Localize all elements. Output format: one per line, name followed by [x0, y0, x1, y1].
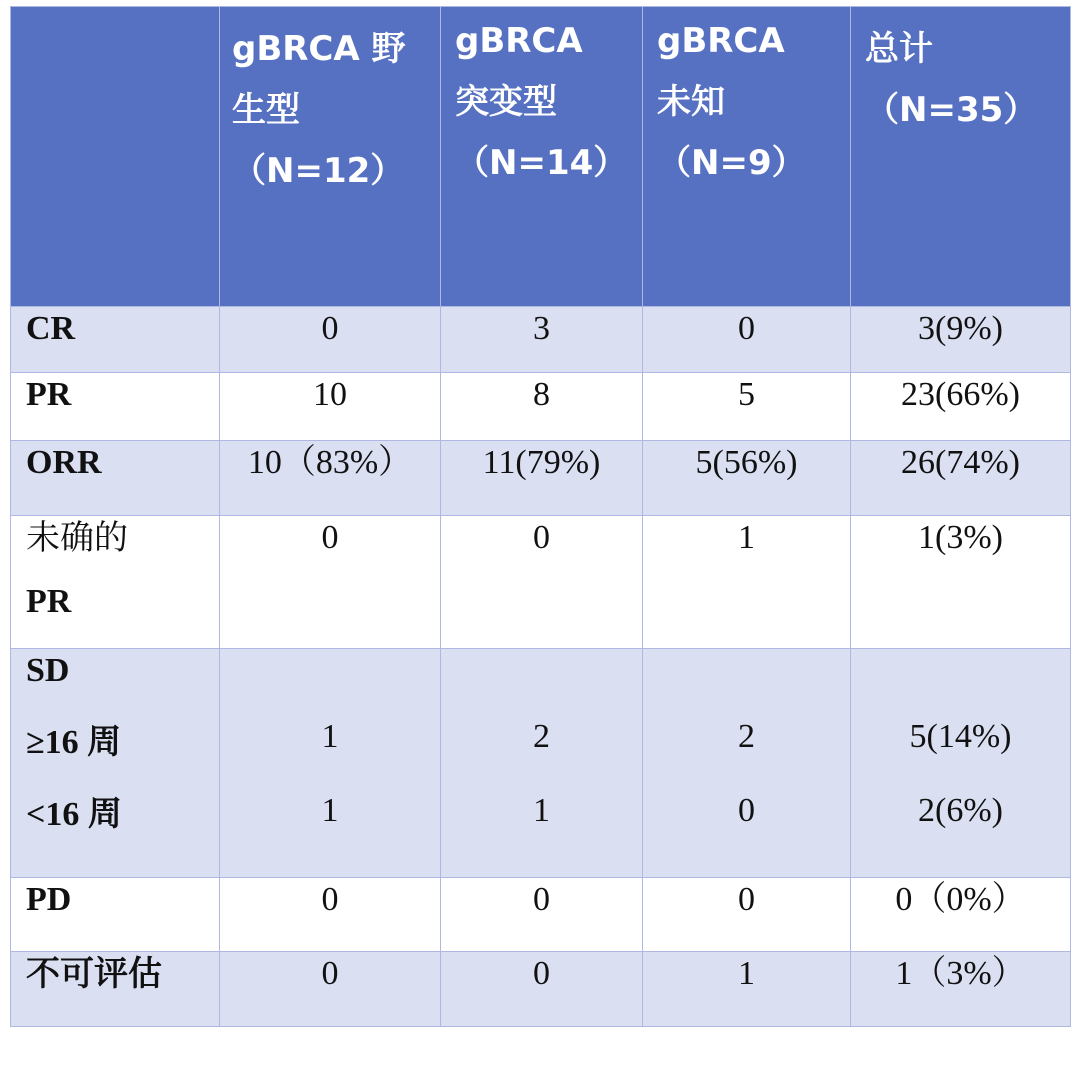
header-total [851, 7, 1071, 307]
row-label [11, 516, 220, 649]
row-label: CR [11, 307, 220, 373]
row-label: PR [11, 373, 220, 441]
header-corner [11, 7, 220, 307]
header-text: 未知 [657, 82, 725, 122]
header-gbrca-unknown [643, 7, 851, 307]
cell-value [441, 649, 643, 878]
cell-value-lt16: 1 [533, 792, 550, 829]
cell-value-lt16: 0 [738, 792, 755, 829]
cell-value: 1 [643, 952, 851, 1027]
cell-value: 26(74%) [851, 441, 1071, 516]
cell-value: 5(56%) [643, 441, 851, 516]
cell-value [220, 649, 441, 878]
response-table [10, 6, 1071, 1027]
cell-value [643, 649, 851, 878]
cell-value: 0 [441, 952, 643, 1027]
cell-value: 0 [643, 878, 851, 952]
header-row [11, 7, 1071, 307]
cell-value: 1（3%） [851, 952, 1071, 1027]
row-pd [11, 878, 1071, 952]
cell-value: 1(3%) [851, 516, 1071, 649]
header-text: 总计 [865, 29, 933, 69]
row-label-line: <16 周 [26, 796, 122, 833]
cell-value [851, 649, 1071, 878]
header-count: （N=9） [657, 143, 806, 183]
row-cr [11, 307, 1071, 373]
cell-value-ge16: 2 [738, 718, 755, 755]
header-count: （N=35） [865, 90, 1038, 130]
cell-value: 0 [643, 307, 851, 373]
row-label: 不可评估 [11, 952, 220, 1027]
header-text: gBRCA 野 [232, 29, 406, 69]
header-gbrca-mutant [441, 7, 643, 307]
cell-value: 0 [220, 878, 441, 952]
cell-value: 3 [441, 307, 643, 373]
row-sd [11, 649, 1071, 878]
cell-value: 0 [220, 307, 441, 373]
row-label-line: SD [26, 652, 70, 689]
row-label-line: ≥16 周 [26, 724, 122, 761]
header-gbrca-wildtype [220, 7, 441, 307]
cell-value: 0 [220, 952, 441, 1027]
cell-value: 0 [441, 516, 643, 649]
header-count: （N=12） [232, 151, 405, 191]
row-not-evaluable [11, 952, 1071, 1027]
cell-value-ge16: 1 [321, 718, 339, 755]
row-label: ORR [11, 441, 220, 516]
cell-value: 23(66%) [851, 373, 1071, 441]
header-text: gBRCA [657, 21, 785, 61]
cell-value-ge16: 2 [533, 718, 550, 755]
cell-value: 3(9%) [851, 307, 1071, 373]
cell-value: 11(79%) [441, 441, 643, 516]
row-label [11, 649, 220, 878]
cell-value: 0（0%） [851, 878, 1071, 952]
cell-value: 0 [441, 878, 643, 952]
cell-value-lt16: 1 [321, 792, 339, 829]
cell-value: 1 [643, 516, 851, 649]
cell-value: 10（83%） [220, 441, 441, 516]
row-label-line: 未确的 [26, 518, 128, 558]
cell-value: 5 [643, 373, 851, 441]
row-label: PD [11, 878, 220, 952]
row-label-line: PR [26, 583, 72, 620]
row-unconfirmed-pr [11, 516, 1071, 649]
header-text: 突变型 [455, 82, 557, 122]
cell-value: 0 [220, 516, 441, 649]
cell-value-lt16: 2(6%) [918, 792, 1003, 829]
row-orr [11, 441, 1071, 516]
header-text: gBRCA [455, 21, 583, 61]
cell-value: 10 [220, 373, 441, 441]
cell-value: 8 [441, 373, 643, 441]
header-count: （N=14） [455, 143, 628, 183]
cell-value-ge16: 5(14%) [909, 718, 1012, 755]
header-text: 生型 [232, 90, 300, 130]
row-pr [11, 373, 1071, 441]
